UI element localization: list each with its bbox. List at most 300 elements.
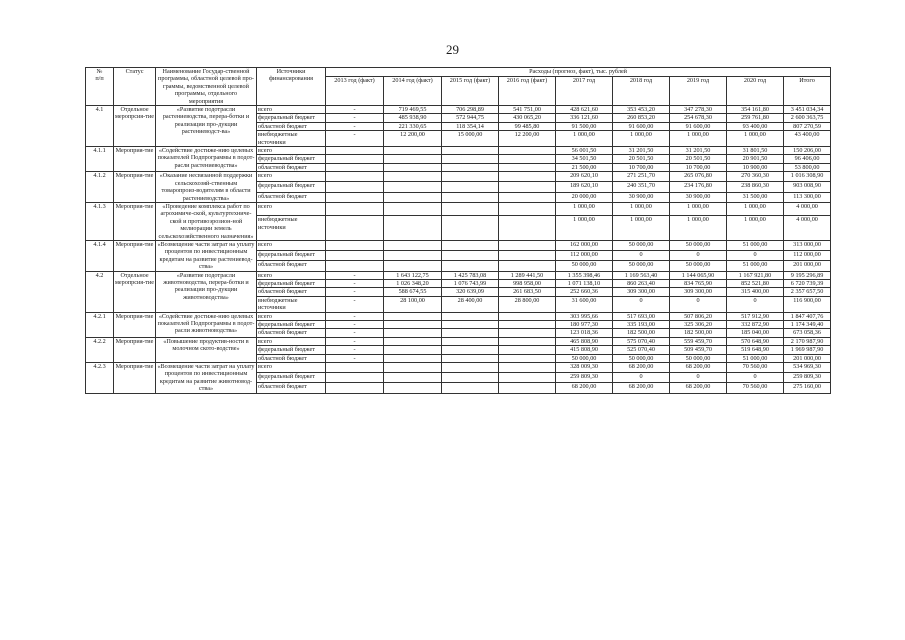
row-value <box>384 202 442 215</box>
row-value: 259 809,30 <box>556 373 613 383</box>
row-value: 209 620,10 <box>556 172 613 182</box>
row-value <box>384 182 442 192</box>
row-value: 51 000,00 <box>727 354 784 362</box>
row-value: 706 298,89 <box>442 106 499 114</box>
row-value <box>384 192 442 202</box>
row-value <box>442 240 499 250</box>
row-source: федеральный бюджет <box>257 346 326 354</box>
row-value <box>442 147 499 155</box>
row-value <box>442 172 499 182</box>
row-value: 570 648,90 <box>727 337 784 345</box>
row-value: 0 <box>727 251 784 261</box>
row-value <box>442 321 499 329</box>
row-value: 465 808,90 <box>556 337 613 345</box>
header-year: 2019 год <box>670 77 727 106</box>
row-status: Мероприя-тие <box>114 312 156 337</box>
row-value: 1 167 921,80 <box>727 271 784 279</box>
row-value: 182 500,00 <box>670 329 727 337</box>
row-value: 28 400,00 <box>442 296 499 312</box>
row-value: 336 121,60 <box>556 114 613 122</box>
row-value <box>499 363 556 373</box>
row-status: Мероприя-тие <box>114 240 156 271</box>
row-value <box>384 261 442 271</box>
row-value <box>499 163 556 171</box>
row-value: 185 040,00 <box>727 329 784 337</box>
row-value: 68 200,00 <box>670 363 727 373</box>
row-value: 31 201,50 <box>613 147 670 155</box>
row-value <box>326 172 384 182</box>
row-source: всего <box>257 337 326 345</box>
header-year: 2014 год (факт) <box>384 77 442 106</box>
row-value: 559 459,70 <box>670 337 727 345</box>
row-value <box>442 155 499 163</box>
row-value <box>326 363 384 373</box>
row-value <box>499 240 556 250</box>
row-value: 43 400,00 <box>784 131 831 147</box>
row-value <box>442 192 499 202</box>
row-value: 1 000,00 <box>727 216 784 241</box>
row-value: 1 016 308,90 <box>784 172 831 182</box>
row-status: Мероприя-тие <box>114 363 156 394</box>
row-value: 270 360,30 <box>727 172 784 182</box>
row-value: 719 469,55 <box>384 106 442 114</box>
row-source: федеральный бюджет <box>257 279 326 287</box>
row-number: 4.2 <box>86 271 114 312</box>
row-value: 260 853,20 <box>613 114 670 122</box>
row-value <box>384 321 442 329</box>
header-year: 2016 год (факт) <box>499 77 556 106</box>
row-value <box>326 147 384 155</box>
row-value: 10 700,00 <box>613 163 670 171</box>
row-number: 4.2.3 <box>86 363 114 394</box>
row-name: «Содействие достиже-нию целевых показателей Подпрограммы в подот-расли животноводства» <box>156 312 257 337</box>
row-value: 91 500,00 <box>556 122 613 130</box>
row-value <box>442 261 499 271</box>
row-value: 238 860,30 <box>727 182 784 192</box>
row-value <box>384 251 442 261</box>
row-value: 50 000,00 <box>613 354 670 362</box>
row-value: 0 <box>670 251 727 261</box>
row-value <box>499 354 556 362</box>
row-value: 252 660,36 <box>556 288 613 296</box>
row-status: Отдельное меропрсия-тие <box>114 271 156 312</box>
row-value: 259 761,80 <box>727 114 784 122</box>
row-value: 1 174 349,40 <box>784 321 831 329</box>
row-value: 53 800,00 <box>784 163 831 171</box>
row-value: 93 400,00 <box>727 122 784 130</box>
row-value: 28 800,00 <box>499 296 556 312</box>
row-value: 180 977,30 <box>556 321 613 329</box>
header-expenses: Расходы (прогноз, факт), тыс. рублей <box>326 68 831 77</box>
row-value: 91 600,00 <box>670 122 727 130</box>
row-number: 4.1 <box>86 106 114 147</box>
row-value: 1 000,00 <box>556 202 613 215</box>
row-value: - <box>326 354 384 362</box>
row-value: 903 008,90 <box>784 182 831 192</box>
row-value: - <box>326 106 384 114</box>
row-value: 20 501,50 <box>670 155 727 163</box>
row-value: 1 000,00 <box>727 131 784 147</box>
row-source: всего <box>257 271 326 279</box>
row-value: 96 406,00 <box>784 155 831 163</box>
table-row <box>86 202 831 215</box>
row-value: 1 026 348,20 <box>384 279 442 287</box>
row-value: 150 206,00 <box>784 147 831 155</box>
row-value <box>384 147 442 155</box>
row-value <box>442 312 499 320</box>
row-value: 15 000,00 <box>442 131 499 147</box>
row-value: - <box>326 346 384 354</box>
row-value: 1 289 441,50 <box>499 271 556 279</box>
row-source: федеральный бюджет <box>257 321 326 329</box>
row-value: 51 000,00 <box>727 261 784 271</box>
row-value: 4 000,00 <box>784 202 831 215</box>
row-value: 3 451 034,34 <box>784 106 831 114</box>
row-value: 517 912,90 <box>727 312 784 320</box>
row-source: областной бюджет <box>257 261 326 271</box>
budget-table <box>85 67 831 394</box>
row-value: 4 000,00 <box>784 216 831 241</box>
row-value: 1 355 398,46 <box>556 271 613 279</box>
row-value: 116 900,00 <box>784 296 831 312</box>
row-value: 1 847 407,76 <box>784 312 831 320</box>
row-value: - <box>326 329 384 337</box>
header-year: 2015 год (факт) <box>442 77 499 106</box>
page-number: 29 <box>446 42 459 57</box>
row-value: 507 806,20 <box>670 312 727 320</box>
row-value: 1 144 065,90 <box>670 271 727 279</box>
row-value: 113 300,00 <box>784 192 831 202</box>
row-value <box>442 202 499 215</box>
row-value: 265 076,80 <box>670 172 727 182</box>
row-value: 315 400,00 <box>727 288 784 296</box>
row-value: 0 <box>613 251 670 261</box>
row-value <box>384 354 442 362</box>
header-sources: Источники финансирования <box>257 68 326 106</box>
row-status: Отдельное меропрсия-тие <box>114 106 156 147</box>
row-source: областной бюджет <box>257 122 326 130</box>
row-source: федеральный бюджет <box>257 251 326 261</box>
row-value: 303 995,66 <box>556 312 613 320</box>
table-row <box>86 240 831 250</box>
row-number: 4.1.4 <box>86 240 114 271</box>
row-value: 50 000,00 <box>670 354 727 362</box>
row-source: всего <box>257 312 326 320</box>
row-value: 1 169 563,40 <box>613 271 670 279</box>
table-row <box>86 106 831 114</box>
row-source: федеральный бюджет <box>257 373 326 383</box>
row-value: 50 000,00 <box>613 261 670 271</box>
header-status: Статус <box>114 68 156 106</box>
row-status: Мероприя-тие <box>114 172 156 203</box>
row-value: 2 170 987,90 <box>784 337 831 345</box>
row-source: федеральный бюджет <box>257 114 326 122</box>
row-value <box>384 312 442 320</box>
table-row <box>86 147 831 155</box>
row-value: 1 000,00 <box>727 202 784 215</box>
row-value: 10 700,00 <box>670 163 727 171</box>
row-value: 50 000,00 <box>670 240 727 250</box>
row-value: 189 620,10 <box>556 182 613 192</box>
row-value: 325 306,20 <box>670 321 727 329</box>
row-value: 50 000,00 <box>670 261 727 271</box>
row-value <box>384 329 442 337</box>
row-value: 2 357 657,50 <box>784 288 831 296</box>
row-value: 332 872,90 <box>727 321 784 329</box>
row-value: 182 500,00 <box>613 329 670 337</box>
row-value: 9 195 296,89 <box>784 271 831 279</box>
row-value: 30 900,00 <box>670 192 727 202</box>
header-name: Наименование Государ-ственной программы, областной целевой про-граммы, ведомственной целевой программы, отдельного мероприятия <box>156 68 257 106</box>
table-row <box>86 172 831 182</box>
row-value: 1 425 783,08 <box>442 271 499 279</box>
row-value: 0 <box>727 373 784 383</box>
row-value: 70 560,00 <box>727 383 784 393</box>
row-value: 31 500,00 <box>727 192 784 202</box>
row-value: 31 201,50 <box>670 147 727 155</box>
header-year: Итого <box>784 77 831 106</box>
row-value: 430 065,20 <box>499 114 556 122</box>
header-year: 2017 год <box>556 77 613 106</box>
header-year: 2018 год <box>613 77 670 106</box>
row-value <box>384 172 442 182</box>
row-value: 68 200,00 <box>613 383 670 393</box>
row-value: 485 938,90 <box>384 114 442 122</box>
row-value <box>384 383 442 393</box>
row-source: федеральный бюджет <box>257 182 326 192</box>
row-value <box>384 373 442 383</box>
row-name: «Возмещение части затрат на уплату процентов по инвестиционным кредитам на развитие растениевод-ства» <box>157 240 255 271</box>
row-source: областной бюджет <box>257 288 326 296</box>
row-value: 0 <box>613 373 670 383</box>
row-value: 68 200,00 <box>556 383 613 393</box>
row-value: 575 070,40 <box>613 337 670 345</box>
row-value <box>499 192 556 202</box>
row-value: 509 459,70 <box>670 346 727 354</box>
row-value <box>499 312 556 320</box>
row-value: 99 485,80 <box>499 122 556 130</box>
row-value <box>442 329 499 337</box>
row-value <box>326 383 384 393</box>
row-value: 162 000,00 <box>556 240 613 250</box>
row-value: - <box>326 279 384 287</box>
row-value <box>326 261 384 271</box>
row-value: 834 765,90 <box>670 279 727 287</box>
row-value: 0 <box>613 296 670 312</box>
row-value: 335 193,00 <box>613 321 670 329</box>
row-value: 34 501,50 <box>556 155 613 163</box>
row-value <box>384 240 442 250</box>
row-value: 12 200,00 <box>384 131 442 147</box>
row-value: 112 000,00 <box>556 251 613 261</box>
row-value <box>326 240 384 250</box>
row-value: 1 000,00 <box>670 216 727 241</box>
row-value <box>499 329 556 337</box>
row-value: 541 751,00 <box>499 106 556 114</box>
row-value: 517 693,00 <box>613 312 670 320</box>
row-value: 20 501,50 <box>613 155 670 163</box>
row-value: - <box>326 312 384 320</box>
row-value: 261 683,50 <box>499 288 556 296</box>
row-value: - <box>326 122 384 130</box>
row-value <box>442 346 499 354</box>
row-number: 4.2.1 <box>86 312 114 337</box>
row-value <box>326 182 384 192</box>
row-value: 56 001,50 <box>556 147 613 155</box>
row-value <box>499 261 556 271</box>
row-value: 320 639,09 <box>442 288 499 296</box>
row-value <box>384 346 442 354</box>
row-source: областной бюджет <box>257 192 326 202</box>
row-value: 271 251,70 <box>613 172 670 182</box>
row-source: всего <box>257 147 326 155</box>
row-source: областной бюджет <box>257 383 326 393</box>
row-value <box>499 155 556 163</box>
row-value <box>499 321 556 329</box>
row-value <box>442 163 499 171</box>
row-value <box>499 172 556 182</box>
header-year: 2013 год (факт) <box>326 77 384 106</box>
row-value: 415 808,90 <box>556 346 613 354</box>
row-source: областной бюджет <box>257 163 326 171</box>
row-value <box>442 354 499 362</box>
row-status: Мероприя-тие <box>114 337 156 362</box>
row-source: внебюджетные источники <box>257 216 326 241</box>
row-source: всего <box>257 240 326 250</box>
row-value: 0 <box>727 296 784 312</box>
row-value: 1 000,00 <box>613 216 670 241</box>
row-value: - <box>326 271 384 279</box>
row-value <box>326 216 384 241</box>
row-value: 10 900,00 <box>727 163 784 171</box>
row-number: 4.1.2 <box>86 172 114 203</box>
row-value <box>442 373 499 383</box>
row-value <box>384 155 442 163</box>
row-value: - <box>326 131 384 147</box>
row-number: 4.1.1 <box>86 147 114 172</box>
row-value: 221 330,65 <box>384 122 442 130</box>
table-row <box>86 271 831 279</box>
row-value: 998 958,00 <box>499 279 556 287</box>
row-value: 234 176,80 <box>670 182 727 192</box>
row-value: 68 200,00 <box>613 363 670 373</box>
row-value: 0 <box>670 296 727 312</box>
row-source: областной бюджет <box>257 354 326 362</box>
row-value: 50 000,00 <box>556 261 613 271</box>
row-value: 0 <box>670 373 727 383</box>
row-value <box>499 337 556 345</box>
row-value: 21 500,00 <box>556 163 613 171</box>
row-value: 860 263,40 <box>613 279 670 287</box>
row-value: - <box>326 288 384 296</box>
row-value: 12 200,00 <box>499 131 556 147</box>
row-value: 309 300,00 <box>613 288 670 296</box>
row-value <box>499 346 556 354</box>
row-value: 20 000,00 <box>556 192 613 202</box>
row-value: 534 969,30 <box>784 363 831 373</box>
table-row <box>86 363 831 373</box>
row-value <box>326 373 384 383</box>
row-value: 254 678,30 <box>670 114 727 122</box>
row-source: внебюджетные источники <box>257 296 326 312</box>
row-value: 354 161,80 <box>727 106 784 114</box>
row-value: 201 000,00 <box>784 261 831 271</box>
row-value <box>442 216 499 241</box>
row-value: 1 000,00 <box>670 202 727 215</box>
row-value: 50 000,00 <box>556 354 613 362</box>
row-value: 525 070,40 <box>613 346 670 354</box>
row-value: 428 621,60 <box>556 106 613 114</box>
row-value: 1 643 122,75 <box>384 271 442 279</box>
row-value <box>499 182 556 192</box>
row-value <box>442 337 499 345</box>
row-source: всего <box>257 106 326 114</box>
row-value: 807 270,59 <box>784 122 831 130</box>
row-source: всего <box>257 202 326 215</box>
row-value: - <box>326 114 384 122</box>
row-value: 31 600,00 <box>556 296 613 312</box>
row-value: 240 351,70 <box>613 182 670 192</box>
row-source: внебюджетные источники <box>257 131 326 147</box>
row-value <box>326 202 384 215</box>
row-value: 1 076 743,99 <box>442 279 499 287</box>
row-value: 20 901,50 <box>727 155 784 163</box>
row-value: 70 560,00 <box>727 363 784 373</box>
row-value <box>499 216 556 241</box>
header-year: 2020 год <box>727 77 784 106</box>
row-value: 118 354,14 <box>442 122 499 130</box>
row-value: 1 000,00 <box>556 216 613 241</box>
row-value: 852 521,80 <box>727 279 784 287</box>
row-value: 91 600,00 <box>613 122 670 130</box>
row-value <box>499 373 556 383</box>
row-value: 673 058,36 <box>784 329 831 337</box>
row-value <box>442 363 499 373</box>
row-value <box>442 251 499 261</box>
row-value <box>499 383 556 393</box>
row-name: «Развитие подотрасли растениеводства, перера-ботки и реализации про-дукции растениеводст-ва» <box>156 106 257 147</box>
row-value: 112 000,00 <box>784 251 831 261</box>
row-name: «Проведение комплекса работ по агрохимиче-ской, культуртехниче-ской и противоэрозион-ной мелиорации земель сельскохозяйственного назначения» <box>156 202 257 240</box>
row-value: - <box>326 296 384 312</box>
row-name: «Развитие подотрасли животноводства, перера-ботки и реализации про-дукции животноводства» <box>156 271 257 312</box>
row-value: 313 000,00 <box>784 240 831 250</box>
row-value: 68 200,00 <box>670 383 727 393</box>
row-value <box>384 337 442 345</box>
row-name: «Содействие достиже-нию целевых показателей Подпрограммы в подот-расли растениеводства» <box>156 147 257 172</box>
row-number: 4.1.3 <box>86 202 114 240</box>
row-value <box>384 163 442 171</box>
row-value: 572 944,75 <box>442 114 499 122</box>
row-source: федеральный бюджет <box>257 155 326 163</box>
row-value: 1 000,00 <box>613 131 670 147</box>
row-value: 50 000,00 <box>613 240 670 250</box>
row-number: 4.2.2 <box>86 337 114 362</box>
row-value: 2 600 363,75 <box>784 114 831 122</box>
row-name: «Оказание несвязанной поддержки сельскохозяй-ственным товаропроиз-водителям в области растениеводства» <box>156 172 257 203</box>
row-value: 31 801,50 <box>727 147 784 155</box>
row-value: 51 000,00 <box>727 240 784 250</box>
row-name: «Повышение продуктив-ности в молочном ското-водстве» <box>156 337 257 362</box>
table-row <box>86 312 831 320</box>
row-value <box>326 163 384 171</box>
row-value <box>499 202 556 215</box>
row-value: 1 071 138,10 <box>556 279 613 287</box>
row-value: 347 278,30 <box>670 106 727 114</box>
row-value: 1 000,00 <box>556 131 613 147</box>
row-source: всего <box>257 363 326 373</box>
row-source: областной бюджет <box>257 329 326 337</box>
